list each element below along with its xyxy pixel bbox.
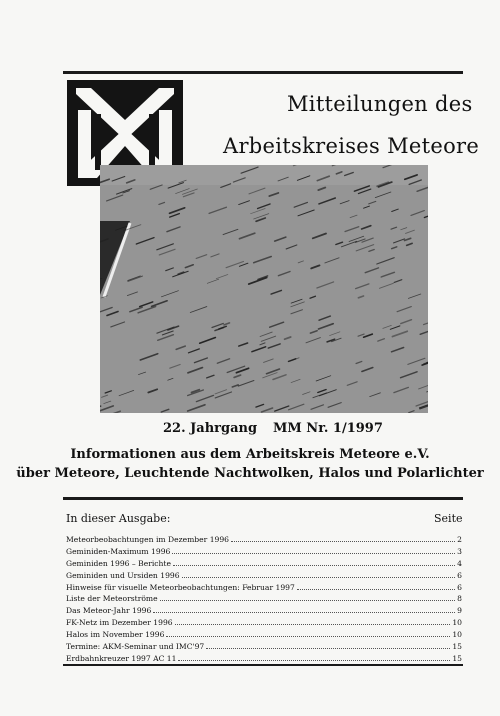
toc-leader — [297, 589, 455, 590]
toc-entry-title: Hinweise für visuelle Meteorbeobachtungen: Februar 1997 — [66, 582, 295, 592]
toc-entry[interactable] — [66, 570, 462, 582]
toc-leader — [166, 636, 450, 637]
toc-entry[interactable] — [66, 653, 462, 665]
toc-leader — [178, 660, 450, 661]
toc-entry[interactable] — [66, 593, 462, 605]
toc-entry[interactable] — [66, 546, 462, 558]
meteor-photo — [100, 165, 428, 413]
toc-leader — [173, 565, 455, 566]
toc-entry-page: 4 — [457, 558, 462, 568]
toc-entry-title: Geminiden und Ursiden 1996 — [66, 570, 180, 580]
title-line-1: Mitteilungen des — [287, 92, 473, 116]
toc-entry-title: Liste der Meteorströme — [66, 594, 158, 604]
toc-entry-page: 10 — [452, 618, 462, 628]
toc-leader — [153, 612, 455, 613]
toc-entry[interactable] — [66, 582, 462, 594]
toc-entry[interactable] — [66, 605, 462, 617]
toc-entry-title: Das Meteor-Jahr 1996 — [66, 606, 152, 616]
toc-leader — [175, 624, 451, 625]
toc-entry[interactable] — [66, 558, 462, 570]
toc-entry[interactable] — [66, 629, 462, 641]
toc-entry-page: 15 — [452, 653, 462, 663]
intro-line-1: Informationen aus dem Arbeitskreis Meteore e.V. — [70, 447, 430, 462]
toc-bottom-rule — [63, 664, 463, 666]
volume-label: 22. Jahrgang — [163, 421, 258, 436]
toc-list — [66, 534, 462, 665]
toc-entry-page: 8 — [457, 594, 462, 604]
title-line-2: Arbeitskreises Meteore — [223, 134, 480, 158]
toc-entry-page: 2 — [457, 535, 462, 544]
toc-entry-title: Geminiden-Maximum 1996 — [66, 546, 171, 556]
toc-heading: In dieser Ausgabe: — [66, 512, 171, 525]
top-rule — [63, 71, 463, 74]
toc-entry[interactable] — [66, 641, 462, 653]
toc-leader — [231, 541, 455, 542]
issue-number: MM Nr. 1/1997 — [273, 421, 383, 436]
toc-entry-title: Halos im November 1996 — [66, 630, 165, 640]
toc-entry-title: Geminiden 1996 – Berichte — [66, 558, 171, 568]
toc-entry-title: Termine: AKM-Seminar und IMC'97 — [66, 642, 205, 652]
toc-entry[interactable] — [66, 617, 462, 629]
toc-entry-page: 10 — [452, 630, 462, 640]
toc-entry-page: 15 — [452, 642, 462, 652]
toc-entry-page: 6 — [457, 570, 462, 580]
toc-entry[interactable] — [66, 534, 462, 546]
intro-line-2: über Meteore, Leuchtende Nachtwolken, Halos und Polarlichter — [16, 466, 484, 481]
toc-leader — [206, 648, 450, 649]
toc-entry-title: FK-Netz im Dezember 1996 — [66, 618, 173, 628]
toc-leader — [182, 577, 456, 578]
toc-leader — [160, 600, 456, 601]
toc-page-heading: Seite — [434, 512, 463, 525]
toc-entry-page: 6 — [457, 582, 462, 592]
toc-top-rule — [63, 497, 463, 500]
toc-entry-title: Erdbahnkreuzer 1997 AC 11 — [66, 653, 177, 663]
toc-entry-page: 3 — [457, 546, 462, 556]
toc-leader — [172, 553, 455, 554]
toc-entry-page: 9 — [457, 606, 462, 616]
toc-entry-title: Meteorbeobachtungen im Dezember 1996 — [66, 535, 230, 544]
